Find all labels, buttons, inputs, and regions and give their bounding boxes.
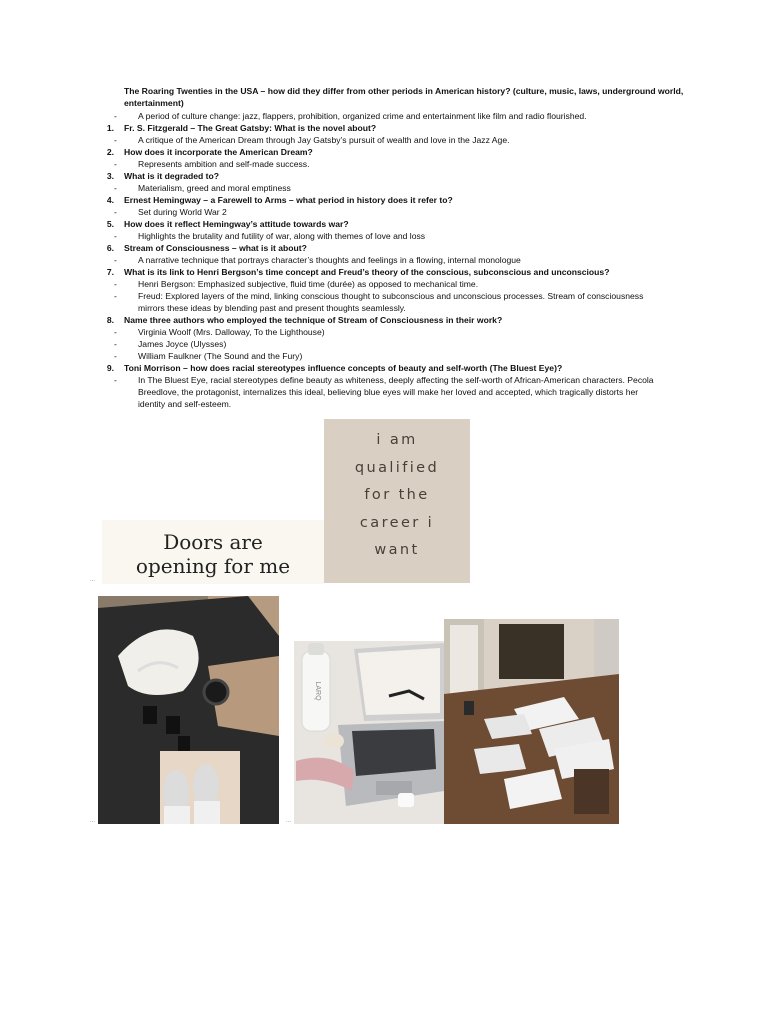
bullet-dash: - <box>114 255 117 265</box>
question-number: 2. <box>106 147 114 157</box>
separator-dots: ... <box>90 577 96 583</box>
bullet-dash: - <box>114 231 117 241</box>
answer-text: William Faulkner (The Sound and the Fury) <box>138 351 303 361</box>
quote-card-doors <box>102 520 324 584</box>
bullet-dash: - <box>114 183 117 193</box>
intro-answer: A period of culture change: jazz, flappers, prohibition, organized crime and entertainment like film and radio flourished. <box>138 111 587 121</box>
bullet-dash: - <box>114 111 117 121</box>
bullet-dash: - <box>114 207 117 217</box>
quote-line: opening for me <box>135 554 291 578</box>
quote-line: want <box>374 542 420 558</box>
gym-photo-illustration <box>98 596 279 824</box>
bullet-dash: - <box>114 135 117 145</box>
question-text: How does it incorporate the American Dream? <box>124 147 313 157</box>
quote-line: Doors are <box>163 530 263 554</box>
separator-dots: ... <box>90 818 96 824</box>
answer-text: Set during World War 2 <box>138 207 227 217</box>
answer-text: Represents ambition and self-made success. <box>138 159 310 169</box>
question-text: How does it reflect Hemingway’s attitude towards war? <box>124 219 349 229</box>
answer-text: Highlights the brutality and futility of war, along with themes of love and loss <box>138 231 426 241</box>
bullet-dash: - <box>114 327 117 337</box>
answer-text: A critique of the American Dream through Jay Gatsby’s pursuit of wealth and love in the Jazz Age. <box>138 135 510 145</box>
intro-question: The Roaring Twenties in the USA – how did they differ from other periods in American history? (culture, music, laws, underground world, entertainment) <box>124 86 684 108</box>
laptop-photo <box>294 641 444 824</box>
question-text: Stream of Consciousness – what is it about? <box>124 243 307 253</box>
question-text: Toni Morrison – how does racial stereotypes influence concepts of beauty and self-worth (The Bluest Eye)? <box>124 363 563 373</box>
quote-line: i am <box>376 432 418 448</box>
bullet-dash: - <box>114 375 117 385</box>
quote-line: career i <box>359 514 435 531</box>
answer-text: Freud: Explored layers of the mind, linking conscious thought to subconscious and unconscious processes. Stream of consciousness mirrors these ideas by blending past and present thoughts seamlessly. <box>138 291 644 313</box>
question-number: 6. <box>106 243 114 253</box>
quote-line: for the <box>364 487 430 503</box>
answer-text: In The Bluest Eye, racial stereotypes define beauty as whiteness, deeply affecting the self-worth of African-American characters. Pecola Breedlove, the protagonist, internalizes this ideal, believing blue eyes will make her loved and accepted, which tragically distorts her identity and self-esteem. <box>138 375 654 409</box>
question-number: 9. <box>106 363 114 373</box>
quote-line: qualified <box>354 459 440 476</box>
answer-text: Virginia Woolf (Mrs. Dalloway, To the Lighthouse) <box>138 327 325 337</box>
question-text: Fr. S. Fitzgerald – The Great Gatsby: What is the novel about? <box>124 123 377 133</box>
question-text: What is it degraded to? <box>124 171 220 181</box>
question-number: 1. <box>106 123 114 133</box>
bottle-brand: LARQ <box>314 681 321 701</box>
question-text: What is its link to Henri Bergson’s time concept and Freud’s theory of the conscious, subconscious and unconscious? <box>124 267 610 277</box>
desk-photo <box>444 619 619 824</box>
quote-card-qualified <box>324 419 470 583</box>
bullet-dash: - <box>114 279 117 289</box>
separator-dots: ... <box>286 818 292 824</box>
question-number: 5. <box>106 219 114 229</box>
quote-doors-text <box>102 530 324 578</box>
question-number: 3. <box>106 171 114 181</box>
quote-qualified-text <box>324 427 470 565</box>
answer-text: A narrative technique that portrays character’s thoughts and feelings in a flowing, internal monologue <box>138 255 521 265</box>
bullet-dash: - <box>114 291 117 301</box>
laptop-photo-illustration <box>294 641 444 824</box>
question-text: Name three authors who employed the technique of Stream of Consciousness in their work? <box>124 315 503 325</box>
desk-photo-illustration <box>444 619 619 824</box>
question-number: 7. <box>106 267 114 277</box>
question-number: 8. <box>106 315 114 325</box>
gym-photo <box>98 596 279 824</box>
question-text: Ernest Hemingway – a Farewell to Arms – what period in history does it refer to? <box>124 195 453 205</box>
bullet-dash: - <box>114 351 117 361</box>
bullet-dash: - <box>114 159 117 169</box>
answer-text: Materialism, greed and moral emptiness <box>138 183 291 193</box>
question-number: 4. <box>106 195 114 205</box>
answer-text: James Joyce (Ulysses) <box>138 339 227 349</box>
answer-text: Henri Bergson: Emphasized subjective, fluid time (durée) as opposed to mechanical time. <box>138 279 479 289</box>
bullet-dash: - <box>114 339 117 349</box>
